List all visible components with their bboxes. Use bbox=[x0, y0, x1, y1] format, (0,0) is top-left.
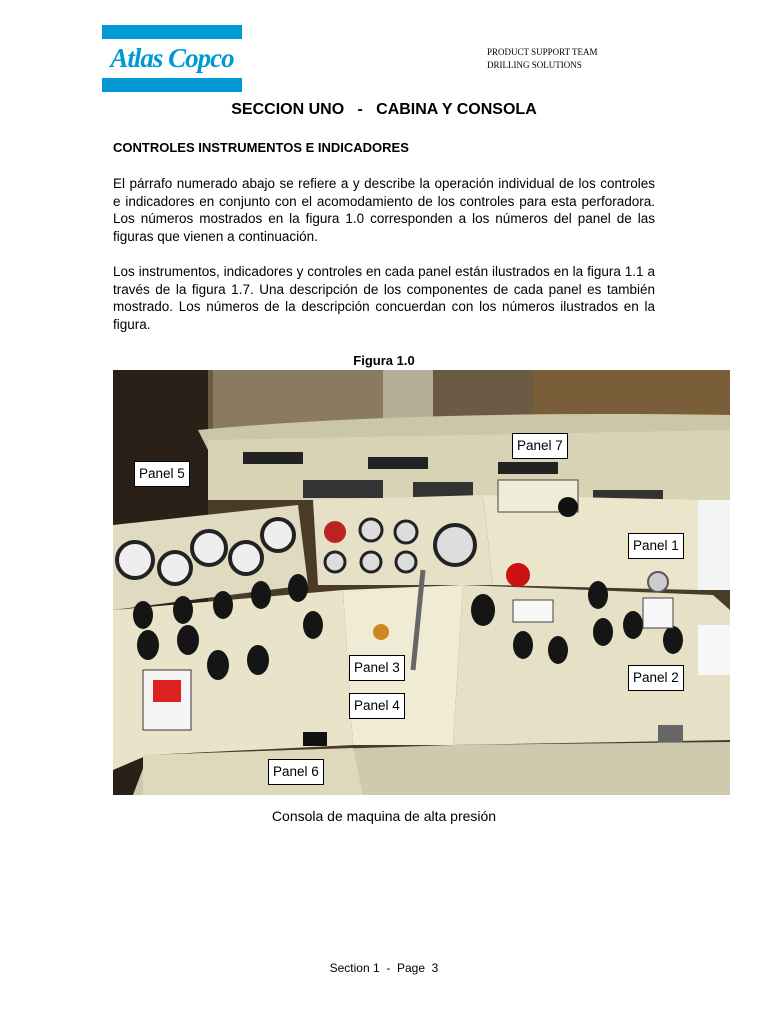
logo-top-bar bbox=[102, 25, 242, 39]
paragraph-2: Los instrumentos, indicadores y controles en cada panel están ilustrados en la figura 1.1 a través de la figura 1.7. Una descripción de los componentes de cada panel es también mostrado. Los números de la descripción concuerdan con los números ilustrados en la figura. bbox=[113, 264, 655, 332]
label-panel-2: Panel 2 bbox=[628, 665, 684, 691]
console-photo bbox=[113, 370, 730, 795]
team-info bbox=[487, 46, 598, 72]
subtitle: CONTROLES INSTRUMENTOS E INDICADORES bbox=[113, 140, 409, 155]
atlas-copco-logo bbox=[102, 25, 242, 92]
team-line-2: DRILLING SOLUTIONS bbox=[487, 60, 582, 70]
label-panel-5: Panel 5 bbox=[134, 461, 190, 487]
label-panel-6: Panel 6 bbox=[268, 759, 324, 785]
logo-wordmark: Atlas Copco bbox=[110, 43, 234, 73]
section-title: SECCION UNO - CABINA Y CONSOLA bbox=[231, 101, 537, 118]
figure-caption: Consola de maquina de alta presión bbox=[271, 808, 497, 824]
label-panel-3: Panel 3 bbox=[349, 655, 405, 681]
label-panel-7: Panel 7 bbox=[512, 433, 568, 459]
console-illustration bbox=[113, 370, 730, 795]
label-panel-1: Panel 1 bbox=[628, 533, 684, 559]
figure-title: Figura 1.0 bbox=[353, 353, 415, 368]
page-footer: Section 1 - Page 3 bbox=[329, 961, 439, 975]
logo-bottom-bar bbox=[102, 78, 242, 92]
paragraph-1: El párrafo numerado abajo se refiere a y describe la operación individual de los controles e indicadores en conjunto con el acomodamiento de los controles para esta perforadora. Los números mostrados en la figura 1.0 corresponden a los números del panel de las figuras que vienen a continuación. bbox=[113, 176, 655, 244]
team-line-1: PRODUCT SUPPORT TEAM bbox=[487, 47, 598, 57]
label-panel-4: Panel 4 bbox=[349, 693, 405, 719]
